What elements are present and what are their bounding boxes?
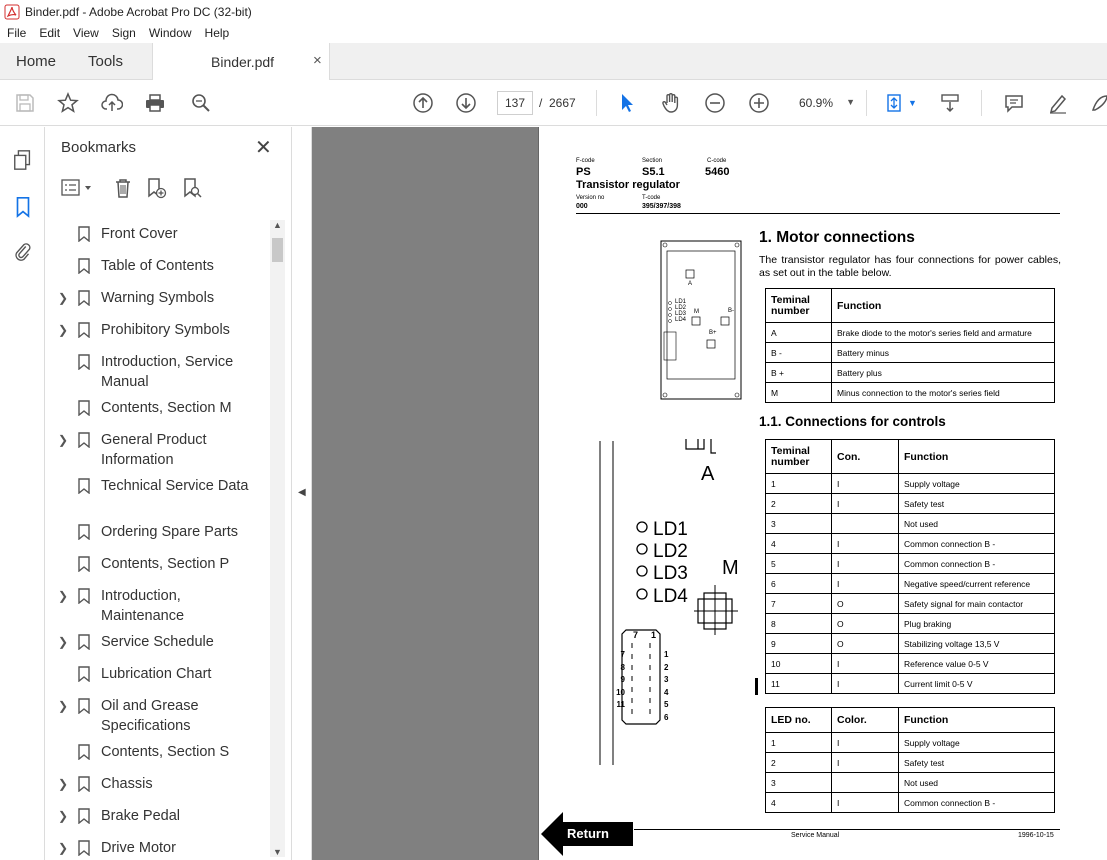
upload-cloud-icon[interactable] — [100, 91, 124, 115]
version-value: 000 — [576, 203, 588, 210]
version-label: Version no — [576, 195, 605, 201]
bookmark-label: Introduction, Service Manual — [101, 354, 234, 390]
table-cell: 11 — [766, 674, 832, 694]
table-cell: Reference value 0-5 V — [899, 654, 1055, 674]
table-cell: I — [832, 554, 899, 574]
bookmark-item[interactable] — [45, 320, 270, 352]
menu-sign[interactable]: Sign — [111, 26, 136, 40]
bookmark-item[interactable] — [45, 696, 270, 742]
bookmark-item[interactable] — [45, 224, 270, 256]
bookmark-label: Brake Pedal — [101, 808, 180, 824]
table-cell: Current limit 0-5 V — [899, 674, 1055, 694]
scroll-down-icon[interactable]: ▼ — [273, 847, 282, 857]
small-label-m: M — [694, 309, 699, 315]
bookmark-item[interactable] — [45, 288, 270, 320]
table-row — [766, 674, 1055, 694]
table-header: Function — [899, 708, 1055, 733]
table-cell — [832, 514, 899, 534]
table-row — [766, 634, 1055, 654]
table-cell: O — [832, 594, 899, 614]
chevron-right-icon[interactable]: ❯ — [58, 291, 69, 305]
bookmarks-toolbar — [61, 177, 241, 201]
heading-connections-controls: 1.1. Connections for controls — [759, 414, 946, 429]
panel-collapse-handle[interactable] — [292, 127, 312, 860]
table-cell: 1 — [766, 733, 832, 753]
table-row — [766, 594, 1055, 614]
bookmark-item[interactable] — [45, 838, 270, 860]
table-cell: O — [832, 614, 899, 634]
table-cell: Supply voltage — [899, 474, 1055, 494]
bookmark-item[interactable] — [45, 476, 270, 522]
bookmark-label: Service Schedule — [101, 634, 214, 650]
connector-pin-label: 8 — [620, 662, 625, 672]
led-label-3: LD3 — [653, 563, 688, 584]
table-cell: Brake diode to the motor's series field and armature — [832, 323, 1055, 343]
large-label-a: A — [701, 463, 715, 485]
change-bar — [755, 678, 758, 695]
new-bookmark-icon[interactable] — [145, 177, 167, 199]
bookmark-icon — [78, 524, 90, 540]
bookmark-item[interactable] — [45, 806, 270, 838]
power-connections-table — [765, 288, 1055, 403]
bookmark-item[interactable] — [45, 774, 270, 806]
window-title: Binder.pdf - Adobe Acrobat Pro DC (32-bit) — [25, 4, 252, 19]
connector-left-pins — [615, 649, 625, 712]
table-row — [766, 554, 1055, 574]
delete-bookmark-icon[interactable] — [112, 177, 134, 199]
small-label-ld2: LD2 — [675, 305, 687, 311]
chevron-right-icon[interactable]: ❯ — [58, 635, 69, 649]
table-row — [766, 793, 1055, 813]
bookmarks-list — [45, 220, 270, 860]
large-label-m: M — [722, 557, 739, 579]
bookmark-icon — [78, 400, 90, 416]
save-icon[interactable] — [13, 91, 37, 115]
table-header: Teminal number — [766, 289, 832, 323]
tcode-label: T-code — [642, 195, 661, 201]
table-cell: Not used — [899, 773, 1055, 793]
bookmark-icon — [78, 666, 90, 682]
bookmark-icon — [78, 556, 90, 572]
menu-file[interactable]: File — [7, 26, 27, 40]
toolbar — [0, 80, 1107, 126]
table-cell: O — [832, 634, 899, 654]
menu-help[interactable]: Help — [204, 26, 230, 40]
chevron-right-icon[interactable]: ❯ — [58, 433, 69, 447]
bookmark-item[interactable] — [45, 352, 270, 398]
acrobat-app-icon — [4, 4, 20, 20]
scrolling-mode-icon[interactable] — [938, 91, 962, 115]
led-label-1: LD1 — [653, 519, 688, 540]
table-row — [766, 323, 1055, 343]
bookmark-options-icon[interactable] — [61, 177, 95, 199]
comment-icon[interactable] — [1002, 91, 1026, 115]
table-cell: 5 — [766, 554, 832, 574]
bookmark-icon — [78, 588, 90, 604]
page-number-input[interactable]: 137 — [497, 91, 533, 115]
tab-document-label: Binder.pdf — [211, 54, 275, 70]
document-viewer[interactable] — [312, 127, 1107, 860]
toolbar-divider — [981, 90, 982, 116]
menu-view[interactable]: View — [73, 26, 99, 40]
bookmark-icon — [78, 698, 90, 714]
bookmark-label: Chassis — [101, 776, 153, 792]
bookmark-label: Prohibitory Symbols — [101, 322, 230, 338]
table-cell: Common connection B - — [899, 554, 1055, 574]
footer-date: 1996-10-15 — [1018, 832, 1054, 839]
print-icon[interactable] — [143, 91, 167, 115]
table-row — [766, 654, 1055, 674]
bookmark-icon — [78, 634, 90, 650]
connector-pin-label: 4 — [664, 687, 669, 697]
connector-pin-label: 2 — [664, 662, 669, 672]
table-header: LED no. — [766, 708, 832, 733]
table-row — [766, 474, 1055, 494]
table-header: Color. — [832, 708, 899, 733]
table-row — [766, 514, 1055, 534]
attachments-icon[interactable] — [11, 240, 35, 264]
tab-home[interactable]: Home — [16, 53, 57, 70]
page-total: 2667 — [549, 96, 576, 110]
bookmark-label: Front Cover — [101, 226, 178, 242]
bookmark-star-icon[interactable] — [56, 91, 80, 115]
bookmark-label: Oil and Grease Specifications — [101, 698, 199, 734]
toolbar-divider — [866, 90, 867, 116]
table-cell: Common connection B - — [899, 534, 1055, 554]
regulator-drawing — [657, 237, 745, 403]
bookmark-label: Technical Service Data — [101, 478, 249, 494]
table-cell: Negative speed/current reference — [899, 574, 1055, 594]
table-header: Function — [899, 440, 1055, 474]
table-cell: I — [832, 654, 899, 674]
tab-close-icon[interactable]: × — [313, 52, 322, 69]
small-label-a: A — [688, 281, 693, 287]
led-label-4: LD4 — [653, 586, 688, 607]
draw-pen-icon[interactable] — [1088, 91, 1107, 115]
table-cell: I — [832, 733, 899, 753]
connector-pin-1-top: 1 — [651, 630, 657, 640]
bookmark-item[interactable] — [45, 398, 270, 430]
table-cell: Plug braking — [899, 614, 1055, 634]
chevron-right-icon[interactable]: ❯ — [58, 323, 69, 337]
scroll-up-icon[interactable]: ▲ — [273, 220, 282, 230]
bookmark-icon — [78, 354, 90, 370]
bookmark-item[interactable] — [45, 586, 270, 632]
table-row — [766, 343, 1055, 363]
bookmark-label: Table of Contents — [101, 258, 214, 274]
bookmark-label: Lubrication Chart — [101, 666, 212, 682]
fit-page-icon[interactable] — [883, 91, 907, 115]
bookmark-icon — [78, 226, 90, 242]
table-header: Teminal number — [766, 440, 832, 474]
next-page-icon[interactable] — [454, 91, 478, 115]
bookmark-item[interactable] — [45, 632, 270, 664]
bookmark-label: Contents, Section S — [101, 744, 230, 760]
scrollbar-thumb[interactable] — [272, 238, 283, 262]
find-text-icon[interactable] — [189, 91, 213, 115]
section-value: S5.1 — [642, 166, 665, 178]
subject-title: Transistor regulator — [576, 179, 680, 191]
small-label-ld4: LD4 — [675, 317, 687, 323]
bookmark-icon — [78, 744, 90, 760]
small-label-bminus: B- — [728, 308, 734, 314]
table-cell: 6 — [766, 574, 832, 594]
zoom-out-icon[interactable] — [703, 91, 727, 115]
return-button-label[interactable]: Return — [567, 826, 609, 841]
page-thumbnails-icon[interactable] — [11, 148, 35, 172]
tab-tools[interactable]: Tools — [88, 53, 124, 70]
connector-pin-label: 7 — [620, 650, 625, 659]
bookmark-icon — [78, 776, 90, 792]
pdf-page — [538, 127, 1107, 860]
close-icon[interactable]: ✕ — [255, 137, 272, 159]
section-label: Section — [642, 158, 663, 164]
table-cell: I — [832, 753, 899, 773]
table-cell: 2 — [766, 494, 832, 514]
footer-manual: Service Manual — [791, 832, 840, 839]
chevron-down-icon: ▼ — [846, 97, 855, 107]
table-cell: I — [832, 574, 899, 594]
menu-window[interactable]: Window — [148, 26, 192, 40]
bookmark-label: Contents, Section P — [101, 556, 230, 572]
table-cell: I — [832, 474, 899, 494]
table-cell: Stabilizing voltage 13,5 V — [899, 634, 1055, 654]
led-label-2: LD2 — [653, 541, 688, 562]
table-row — [766, 574, 1055, 594]
table-cell: I — [832, 534, 899, 554]
fcode-value: PS — [576, 166, 591, 178]
table-cell: Common connection B - — [899, 793, 1055, 813]
connector-pin-label: 9 — [620, 675, 625, 684]
highlight-pen-icon[interactable] — [1046, 91, 1070, 115]
table-row — [766, 534, 1055, 554]
table-cell: 2 — [766, 753, 832, 773]
zoom-level-value: 60.9% — [799, 96, 834, 110]
led-circles — [635, 519, 651, 601]
tab-bar — [0, 43, 1107, 80]
page-separator: / — [539, 96, 543, 110]
small-label-bplus: B+ — [709, 330, 717, 336]
fit-page-dropdown-icon[interactable]: ▼ — [908, 98, 917, 108]
header-rule — [576, 213, 1060, 214]
bookmark-label: Warning Symbols — [101, 290, 215, 306]
chevron-right-icon[interactable]: ❯ — [58, 589, 69, 603]
ccode-value: 5460 — [705, 166, 730, 178]
small-label-ld3: LD3 — [675, 311, 687, 317]
table-cell: 8 — [766, 614, 832, 634]
table-row — [766, 383, 1055, 403]
chevron-right-icon[interactable]: ❯ — [58, 699, 69, 713]
table-cell: 10 — [766, 654, 832, 674]
zoom-in-icon[interactable] — [747, 91, 771, 115]
zoom-level-select[interactable] — [789, 91, 859, 115]
table-cell: B + — [766, 363, 832, 383]
bookmark-icon — [78, 290, 90, 306]
bookmark-icon — [78, 322, 90, 338]
connector-pin-label: 5 — [664, 700, 669, 709]
tcode-value: 395/397/398 — [642, 203, 681, 210]
bookmark-icon — [78, 432, 90, 448]
table-cell: 3 — [766, 514, 832, 534]
led-table — [765, 707, 1055, 813]
table-cell: A — [766, 323, 832, 343]
chevron-left-icon[interactable]: ◀ — [298, 487, 306, 498]
bookmark-icon — [78, 840, 90, 856]
table-cell: 3 — [766, 773, 832, 793]
ccode-label: C-code — [707, 158, 727, 164]
table-row — [766, 614, 1055, 634]
bookmark-icon — [78, 478, 90, 494]
table-cell: Safety signal for main contactor — [899, 594, 1055, 614]
intro-paragraph: The transistor regulator has four connections for power cables, as set out in the table below. — [759, 254, 1061, 279]
table-row — [766, 494, 1055, 514]
bookmark-item[interactable] — [45, 256, 270, 288]
connector-pin-label: 11 — [616, 700, 625, 709]
heading-motor-connections: 1. Motor connections — [759, 229, 915, 246]
fcode-label: F-code — [576, 158, 595, 164]
connector-pin-label: 3 — [664, 675, 669, 684]
connector-right-pins — [664, 649, 668, 724]
table-cell: 4 — [766, 534, 832, 554]
table-cell: Battery plus — [832, 363, 1055, 383]
table-header: Function — [832, 289, 1055, 323]
table-cell: I — [832, 674, 899, 694]
table-cell — [832, 773, 899, 793]
chevron-right-icon[interactable]: ❯ — [58, 809, 69, 823]
small-label-ld1: LD1 — [675, 299, 687, 305]
table-row — [766, 363, 1055, 383]
table-cell: Not used — [899, 514, 1055, 534]
bookmark-item[interactable] — [45, 522, 270, 554]
table-cell: 9 — [766, 634, 832, 654]
bookmarks-panel-title: Bookmarks — [61, 139, 137, 156]
table-cell: Minus connection to the motor's series field — [832, 383, 1055, 403]
select-cursor-icon[interactable] — [615, 91, 639, 115]
hand-tool-icon[interactable] — [659, 91, 683, 115]
bookmark-label: Drive Motor — [101, 840, 176, 856]
table-cell: 1 — [766, 474, 832, 494]
title-bar — [0, 0, 1107, 23]
table-cell: 7 — [766, 594, 832, 614]
previous-page-icon[interactable] — [411, 91, 435, 115]
connector-pin-label: 6 — [664, 712, 669, 722]
find-bookmark-icon[interactable] — [181, 177, 203, 199]
bookmarks-scrollbar[interactable] — [270, 220, 285, 857]
bookmarks-panel — [45, 127, 292, 860]
menu-edit[interactable]: Edit — [39, 26, 61, 40]
table-row — [766, 733, 1055, 753]
bookmarks-panel-icon[interactable] — [11, 195, 35, 219]
table-cell: 4 — [766, 793, 832, 813]
connector-pin-label: 10 — [616, 687, 625, 697]
bookmark-label: General Product Information — [101, 432, 207, 468]
bookmark-icon — [78, 258, 90, 274]
connector-pin-7-top: 7 — [633, 630, 639, 640]
table-cell: M — [766, 383, 832, 403]
menu-bar — [0, 23, 1107, 43]
connector-pin-label: 1 — [664, 650, 669, 659]
tab-document[interactable] — [152, 43, 330, 80]
footer-rule — [634, 829, 1060, 830]
bookmark-item[interactable] — [45, 430, 270, 476]
table-cell: Battery minus — [832, 343, 1055, 363]
table-cell: Supply voltage — [899, 733, 1055, 753]
table-row — [766, 753, 1055, 773]
table-cell: B - — [766, 343, 832, 363]
table-cell: Safety test — [899, 494, 1055, 514]
bookmark-label: Ordering Spare Parts — [101, 524, 239, 540]
control-connections-table — [765, 439, 1055, 694]
bookmark-item[interactable] — [45, 664, 270, 696]
left-navigation-rail — [0, 127, 45, 860]
table-cell: I — [832, 793, 899, 813]
table-header: Con. — [832, 440, 899, 474]
chevron-right-icon[interactable]: ❯ — [58, 841, 69, 855]
bookmark-item[interactable] — [45, 742, 270, 774]
toolbar-divider — [596, 90, 597, 116]
table-cell: Safety test — [899, 753, 1055, 773]
bookmark-item[interactable] — [45, 554, 270, 586]
table-cell: I — [832, 494, 899, 514]
bookmark-label: Introduction, Maintenance — [101, 588, 185, 624]
chevron-right-icon[interactable]: ❯ — [58, 777, 69, 791]
table-row — [766, 773, 1055, 793]
bookmark-icon — [78, 808, 90, 824]
bookmark-label: Contents, Section M — [101, 400, 232, 416]
